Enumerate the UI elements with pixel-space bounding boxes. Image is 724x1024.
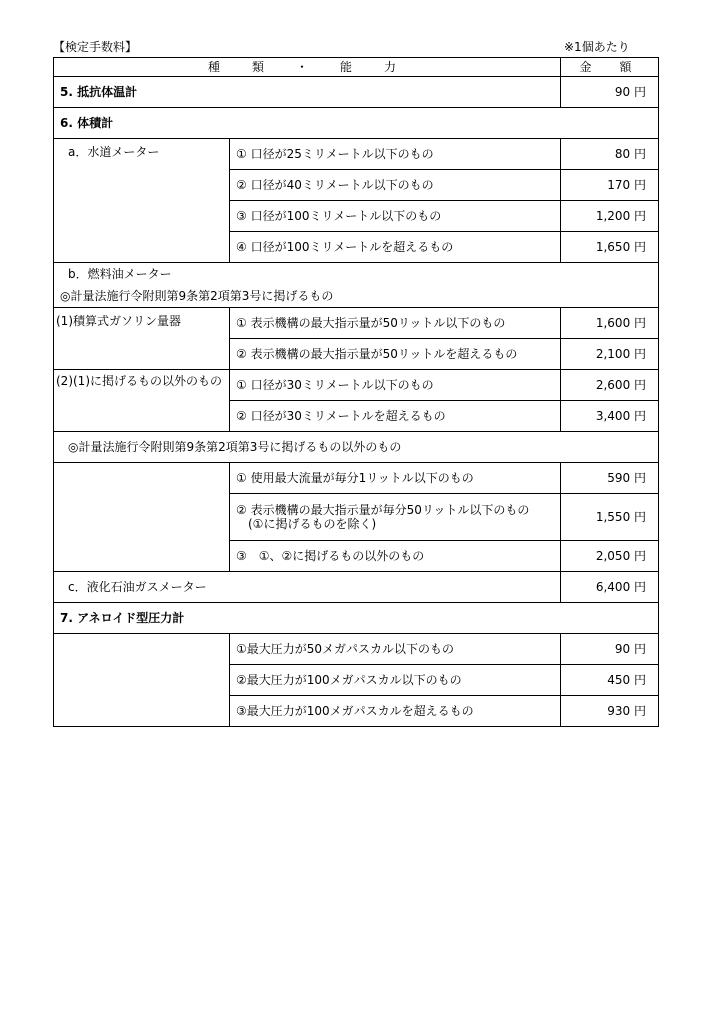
lpg-meter-row	[54, 572, 659, 603]
row-description: ② 口径が40ミリメートル以下のもの	[230, 170, 561, 201]
row-description: ① 表示機構の最大指示量が50リットル以下のもの	[230, 308, 561, 339]
fuel-meter-label: b．燃料油メーター	[54, 263, 659, 286]
fee-heading: 【検定手数料】	[53, 40, 138, 54]
blank-cell	[54, 463, 230, 572]
table-row	[54, 308, 659, 339]
row-description-line-1: ② 表示機構の最大指示量が毎分50リットル以下のもの	[236, 503, 530, 517]
row-description: ③ 口径が100ミリメートル以下のもの	[230, 201, 561, 232]
section-6-title: 6. 体積計	[54, 108, 659, 139]
row-description	[230, 494, 561, 541]
gasoline-dispenser-label: (1)積算式ガソリン量器	[54, 308, 230, 370]
row-description: ④ 口径が100ミリメートルを超えるもの	[230, 232, 561, 263]
table-row	[54, 139, 659, 170]
row-description: ① 口径が25ミリメートル以下のもの	[230, 139, 561, 170]
row-description: ②最大圧力が100メガパスカル以下のもの	[230, 665, 561, 696]
row-price: 590 円	[561, 463, 659, 494]
section-6-row	[54, 108, 659, 139]
row-price: 90 円	[561, 634, 659, 665]
table-header-row	[54, 58, 659, 77]
row-description: ② 表示機構の最大指示量が50リットルを超えるもの	[230, 339, 561, 370]
row-price: 2,600 円	[561, 370, 659, 401]
row-price: 450 円	[561, 665, 659, 696]
section-5-row	[54, 77, 659, 108]
row-price: 2,100 円	[561, 339, 659, 370]
row-description: ② 口径が30ミリメートルを超えるもの	[230, 401, 561, 432]
column-header-price: 金 額	[561, 58, 659, 77]
fuel-meter-note-row	[54, 285, 659, 308]
row-price: 1,550 円	[561, 494, 659, 541]
water-meter-label: a．水道メーター	[54, 139, 230, 263]
row-price: 1,600 円	[561, 308, 659, 339]
table-row	[54, 463, 659, 494]
row-price: 930 円	[561, 696, 659, 727]
row-description-line-2: (①に掲げるものを除く)	[248, 517, 377, 531]
fuel-meter-note-1: ◎計量法施行令附則第9条第2項第3号に掲げるもの	[54, 285, 659, 308]
section-5-title: 5. 抵抗体温計	[54, 77, 561, 108]
other-fuel-meter-label: (2)(1)に掲げるもの以外のもの	[54, 370, 230, 432]
row-description: ① 使用最大流量が毎分1リットル以下のもの	[230, 463, 561, 494]
table-row	[54, 370, 659, 401]
section-7-title: 7. アネロイド型圧力計	[54, 603, 659, 634]
section-7-row	[54, 603, 659, 634]
row-price: 1,650 円	[561, 232, 659, 263]
row-price: 170 円	[561, 170, 659, 201]
row-price: 3,400 円	[561, 401, 659, 432]
per-unit-note: ※1個あたり	[564, 40, 630, 54]
fuel-meter-note-2-row	[54, 432, 659, 463]
row-price: 80 円	[561, 139, 659, 170]
row-description: ①最大圧力が50メガパスカル以下のもの	[230, 634, 561, 665]
fuel-meter-note-2: ◎計量法施行令附則第9条第2項第3号に掲げるもの以外のもの	[54, 432, 659, 463]
section-5-price: 90 円	[561, 77, 659, 108]
row-description: ③ ①、②に掲げるもの以外のもの	[230, 541, 561, 572]
fuel-meter-label-row	[54, 263, 659, 286]
row-description: ① 口径が30ミリメートル以下のもの	[230, 370, 561, 401]
inspection-fee-table	[53, 57, 659, 727]
row-description: ③最大圧力が100メガパスカルを超えるもの	[230, 696, 561, 727]
row-price: 1,200 円	[561, 201, 659, 232]
blank-cell	[54, 634, 230, 727]
lpg-meter-price: 6,400 円	[561, 572, 659, 603]
row-price: 2,050 円	[561, 541, 659, 572]
table-row	[54, 634, 659, 665]
lpg-meter-label: c．液化石油ガスメーター	[54, 572, 561, 603]
column-header-kind: 種 類 ・ 能 力	[54, 58, 561, 77]
